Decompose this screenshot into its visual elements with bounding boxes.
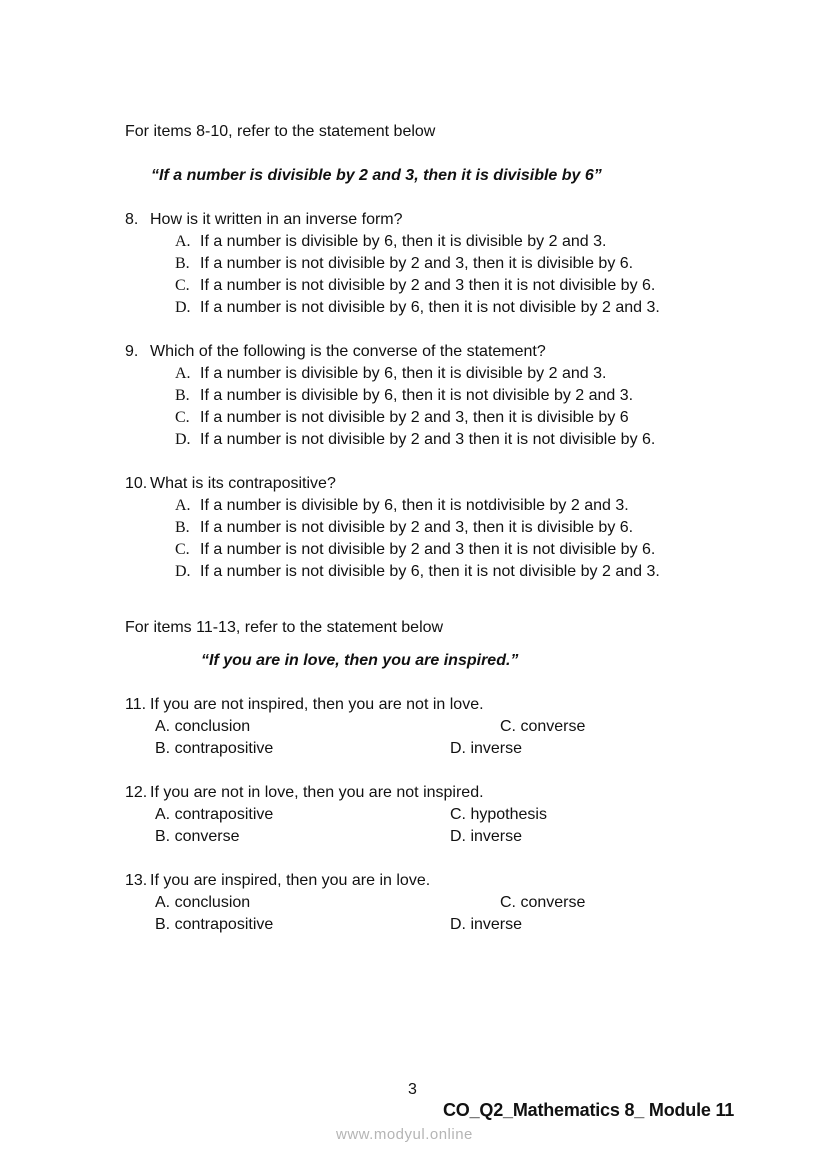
watermark: www.modyul.online xyxy=(336,1126,473,1143)
question-number: 12. xyxy=(125,784,148,801)
q13-option-b[interactable]: B. contrapositive xyxy=(155,916,274,933)
q11-option-b[interactable]: B. contrapositive xyxy=(155,740,274,757)
page-number: 3 xyxy=(408,1081,417,1098)
q13-option-a[interactable]: A. conclusion xyxy=(155,894,251,911)
q9-option-d[interactable]: D. If a number is not divisible by 2 and 3 then it is not divisible by 6. xyxy=(175,431,656,448)
q10-option-b[interactable]: B. If a number is not divisible by 2 and 3, then it is divisible by 6. xyxy=(175,519,634,536)
question-number: 8. xyxy=(125,211,139,228)
q12-option-b[interactable]: B. converse xyxy=(155,828,240,845)
question-11 xyxy=(125,695,484,715)
q8-option-d[interactable]: D. If a number is not divisible by 6, then it is not divisible by 2 and 3. xyxy=(175,299,660,316)
question-10 xyxy=(125,474,336,494)
question-number: 9. xyxy=(125,343,139,360)
q11-option-d[interactable]: D. inverse xyxy=(450,740,523,757)
question-number: 11. xyxy=(125,696,147,713)
q12-option-a[interactable]: A. contrapositive xyxy=(155,806,274,823)
q13-option-d[interactable]: D. inverse xyxy=(450,916,523,933)
question-text: If you are not in love, then you are not inspired. xyxy=(150,784,484,801)
q10-option-d[interactable]: D. If a number is not divisible by 6, then it is not divisible by 2 and 3. xyxy=(175,563,660,580)
question-text: If you are not inspired, then you are not in love. xyxy=(150,696,484,713)
q9-option-b[interactable]: B. If a number is divisible by 6, then it is not divisible by 2 and 3. xyxy=(175,387,634,404)
statement-11-13: “If you are in love, then you are inspired.” xyxy=(201,652,519,669)
q12-option-c[interactable]: C. hypothesis xyxy=(450,806,547,823)
instruction-items-8-10: For items 8-10, refer to the statement below xyxy=(125,123,436,140)
question-text: Which of the following is the converse of the statement? xyxy=(150,343,546,360)
question-number: 13. xyxy=(125,872,148,889)
statement-8-10: “If a number is divisible by 2 and 3, then it is divisible by 6” xyxy=(151,167,602,184)
q13-option-c[interactable]: C. converse xyxy=(500,894,586,911)
q12-option-d[interactable]: D. inverse xyxy=(450,828,523,845)
question-number: 10. xyxy=(125,475,148,492)
q8-option-c[interactable]: C. If a number is not divisible by 2 and 3 then it is not divisible by 6. xyxy=(175,277,656,294)
question-13 xyxy=(125,871,430,891)
question-text: What is its contrapositive? xyxy=(150,475,336,492)
q8-option-a[interactable]: A. If a number is divisible by 6, then it is divisible by 2 and 3. xyxy=(175,233,607,250)
q9-option-a[interactable]: A. If a number is divisible by 6, then it is divisible by 2 and 3. xyxy=(175,365,607,382)
q8-option-b[interactable]: B. If a number is not divisible by 2 and 3, then it is divisible by 6. xyxy=(175,255,634,272)
q11-option-a[interactable]: A. conclusion xyxy=(155,718,251,735)
q11-option-c[interactable]: C. converse xyxy=(500,718,586,735)
question-8 xyxy=(125,210,403,230)
module-code: CO_Q2_Mathematics 8_ Module 11 xyxy=(443,1100,735,1120)
question-9 xyxy=(125,342,546,362)
question-12 xyxy=(125,783,484,803)
question-text: How is it written in an inverse form? xyxy=(150,211,403,228)
q9-option-c[interactable]: C. If a number is not divisible by 2 and 3, then it is divisible by 6 xyxy=(175,409,629,426)
q10-option-a[interactable]: A. If a number is divisible by 6, then it is notdivisible by 2 and 3. xyxy=(175,497,629,514)
instruction-items-11-13: For items 11-13, refer to the statement below xyxy=(125,619,444,636)
question-text: If you are inspired, then you are in love. xyxy=(150,872,431,889)
q10-option-c[interactable]: C. If a number is not divisible by 2 and 3 then it is not divisible by 6. xyxy=(175,541,656,558)
